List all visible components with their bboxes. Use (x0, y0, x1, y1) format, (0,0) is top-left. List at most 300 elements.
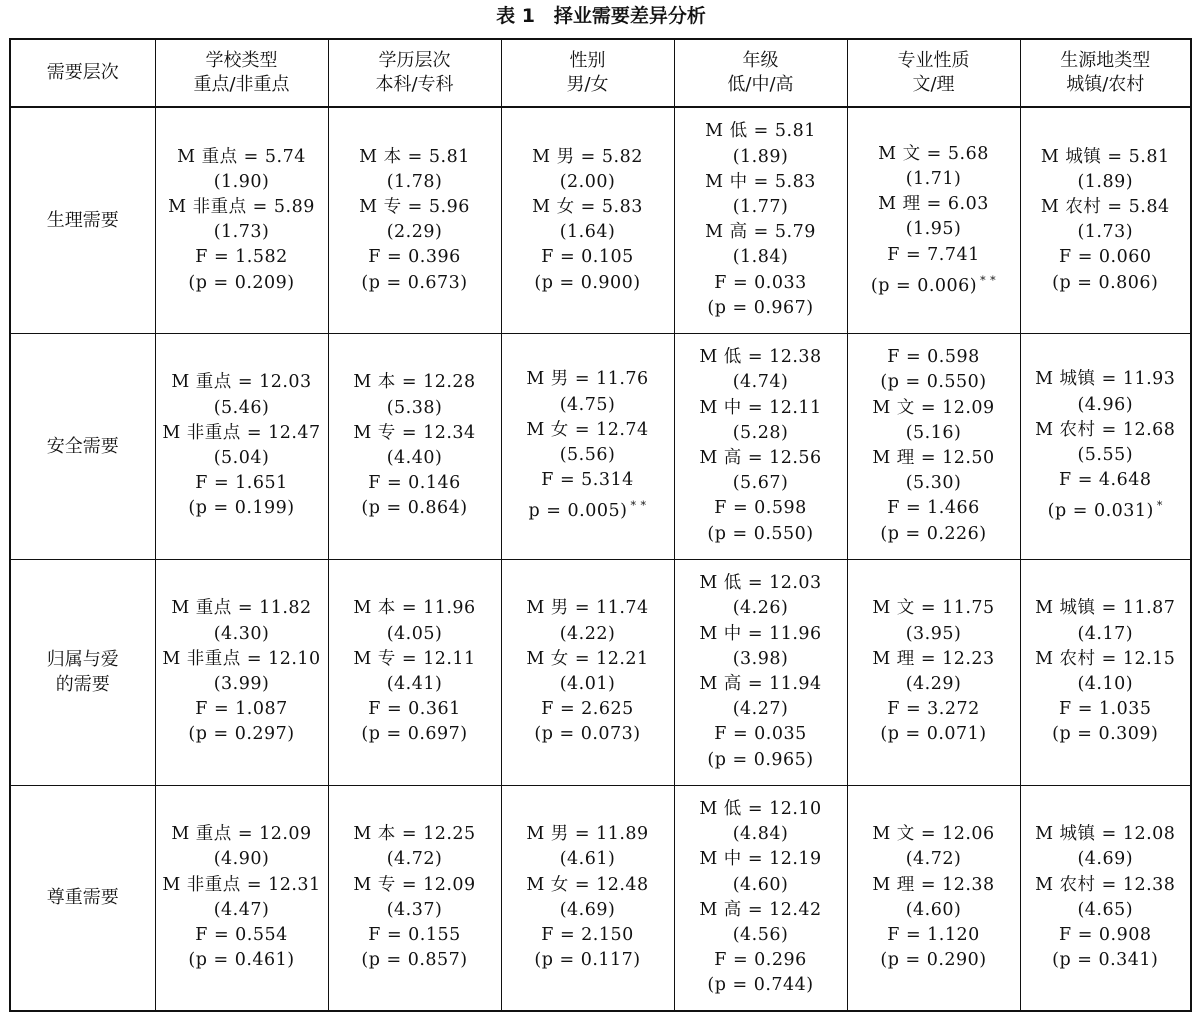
cell-value: M 非重点 = 12.31 (162, 874, 321, 895)
cell-line (502, 923, 674, 948)
cell-value: (4.69) (1077, 849, 1134, 870)
cell-line (156, 948, 328, 973)
cell-value: (4.05) (386, 623, 443, 644)
cell-line (156, 220, 328, 245)
header-text: 男/女 (566, 74, 609, 95)
cell-line (156, 471, 328, 496)
cell-value: M 理 = 12.38 (872, 874, 995, 895)
cell-grade (674, 785, 847, 1011)
cell-line (675, 898, 847, 923)
cell-line (156, 195, 328, 220)
header-text: 低/中/高 (727, 74, 794, 95)
cell-line (675, 571, 847, 596)
cell-line (502, 596, 674, 621)
cell-grade (674, 107, 847, 333)
cell-line (675, 522, 847, 547)
cell-education-level (328, 559, 501, 785)
cell-line (848, 596, 1020, 621)
cell-value: M 非重点 = 12.10 (162, 648, 321, 669)
cell-line (502, 443, 674, 468)
cell-value: M 理 = 12.50 (872, 448, 995, 468)
cell-line (1021, 873, 1191, 898)
cell-value: F = 2.150 (541, 924, 634, 945)
cell-line (502, 622, 674, 647)
cell-line (848, 522, 1020, 547)
cell-value: F = 0.598 (887, 347, 980, 368)
cell-value: F = 0.155 (368, 924, 461, 945)
cell-major-type (847, 333, 1020, 559)
cell-value: (p = 0.744) (707, 975, 814, 996)
cell-line (502, 493, 674, 524)
cell-value: M 低 = 12.10 (699, 798, 822, 819)
cell-value: M 城镇 = 11.93 (1035, 369, 1176, 390)
cell-value: (4.47) (213, 899, 270, 920)
cell-line (329, 471, 501, 496)
row-label (10, 785, 155, 1011)
cell-value: M 城镇 = 11.87 (1035, 598, 1176, 619)
cell-line (156, 245, 328, 270)
cell-value: (5.55) (1077, 445, 1134, 466)
cell-origin-type (1020, 785, 1191, 1011)
cell-line (156, 446, 328, 471)
cell-value: F = 0.908 (1058, 924, 1152, 945)
cell-line (156, 722, 328, 747)
cell-value: M 低 = 12.38 (699, 347, 822, 368)
significance-marker: * * (630, 499, 647, 513)
row-label (10, 333, 155, 559)
cell-line (1021, 393, 1191, 418)
cell-value: F = 7.741 (887, 244, 980, 265)
table-row-esteem (10, 785, 1191, 1011)
cell-value: (p = 0.006) (870, 275, 978, 296)
header-education-level (328, 39, 501, 107)
cell-value: M 中 = 12.11 (699, 397, 822, 418)
cell-line (329, 446, 501, 471)
cell-value: (1.73) (1077, 222, 1134, 243)
cell-line (329, 170, 501, 195)
cell-value: (4.29) (905, 674, 962, 694)
cell-line (675, 797, 847, 822)
cell-line (156, 873, 328, 898)
cell-value: M 中 = 11.96 (699, 623, 822, 644)
cell-gender (501, 785, 674, 1011)
header-text: 需要层次 (46, 62, 119, 83)
cell-school-type (155, 785, 328, 1011)
cell-value: (p = 0.290) (880, 950, 987, 971)
cell-value: (4.60) (732, 874, 789, 895)
cell-line (675, 220, 847, 245)
cell-value: F = 0.598 (714, 498, 807, 519)
cell-line (675, 672, 847, 697)
header-text: 学历层次 (378, 50, 451, 71)
header-major-type (847, 39, 1020, 107)
cell-line (156, 847, 328, 872)
cell-line (675, 396, 847, 421)
cell-value: (4.40) (386, 448, 443, 468)
cell-value: (2.00) (559, 171, 616, 192)
cell-line (848, 167, 1020, 192)
cell-value: (p = 0.864) (361, 498, 468, 519)
cell-major-type (847, 785, 1020, 1011)
cell-line (675, 873, 847, 898)
cell-value: M 文 = 12.06 (872, 824, 995, 845)
cell-line (1021, 195, 1191, 220)
cell-value: (3.95) (905, 623, 962, 644)
cell-value: M 农村 = 12.68 (1035, 419, 1176, 440)
cell-value: (4.17) (1077, 623, 1134, 644)
cell-value: (1.64) (559, 222, 616, 243)
cell-value: F = 0.361 (368, 699, 461, 720)
cell-value: F = 4.648 (1058, 470, 1152, 491)
cell-education-level (328, 107, 501, 333)
cell-value: M 理 = 6.03 (878, 194, 989, 215)
cell-line (502, 647, 674, 672)
cell-value: (5.04) (213, 448, 270, 468)
cell-value: M 男 = 11.89 (526, 824, 649, 845)
cell-education-level (328, 333, 501, 559)
cell-value: M 本 = 11.96 (353, 598, 476, 619)
cell-value: M 城镇 = 5.81 (1040, 146, 1170, 167)
header-text: 本科/专科 (375, 74, 454, 95)
cell-value: (p = 0.461) (188, 950, 295, 971)
cell-value: (4.72) (905, 849, 962, 870)
cell-value: (5.16) (905, 422, 962, 443)
cell-line (675, 119, 847, 144)
cell-origin-type (1020, 107, 1191, 333)
cell-value: (4.74) (732, 372, 789, 393)
cell-line (156, 596, 328, 621)
header-text: 性别 (569, 50, 606, 71)
cell-value: (p = 0.071) (880, 724, 987, 745)
cell-value: M 重点 = 11.82 (171, 598, 312, 619)
cell-line (848, 142, 1020, 167)
cell-line (848, 217, 1020, 242)
cell-line (502, 873, 674, 898)
cell-line (329, 220, 501, 245)
header-text: 重点/非重点 (193, 74, 290, 95)
header-text: 专业性质 (897, 50, 970, 71)
cell-line (329, 622, 501, 647)
cell-value: (4.30) (213, 623, 270, 644)
table-row-belonging-love (10, 559, 1191, 785)
cell-line (329, 647, 501, 672)
cell-line (675, 697, 847, 722)
cell-line (1021, 722, 1191, 747)
cell-line (156, 622, 328, 647)
cell-line (502, 697, 674, 722)
cell-value: M 男 = 11.74 (526, 598, 649, 619)
cell-line (156, 647, 328, 672)
cell-line (848, 647, 1020, 672)
cell-line (675, 296, 847, 321)
cell-line (329, 672, 501, 697)
cell-line (502, 220, 674, 245)
cell-line (1021, 923, 1191, 948)
cell-gender (501, 333, 674, 559)
cell-line (1021, 443, 1191, 468)
cell-value: F = 0.033 (714, 272, 807, 293)
cell-line (1021, 847, 1191, 872)
cell-line (329, 145, 501, 170)
cell-line (848, 847, 1020, 872)
cell-value: F = 1.651 (195, 473, 288, 494)
cell-value: (4.60) (905, 899, 962, 920)
cell-line (502, 898, 674, 923)
cell-value: (4.56) (732, 924, 789, 945)
cell-value: (1.84) (732, 247, 789, 268)
cell-value: M 农村 = 12.15 (1035, 648, 1176, 669)
cell-value: M 中 = 5.83 (705, 171, 816, 192)
row-label-text: 安全需要 (46, 435, 119, 457)
cell-value: M 城镇 = 12.08 (1035, 824, 1176, 845)
cell-line (329, 396, 501, 421)
cell-line (329, 847, 501, 872)
cell-line (1021, 596, 1191, 621)
cell-line (502, 245, 674, 270)
cell-value: (p = 0.550) (707, 523, 814, 544)
cell-line (1021, 367, 1191, 392)
cell-line (848, 873, 1020, 898)
cell-line (1021, 622, 1191, 647)
cell-value: (p = 0.199) (188, 498, 295, 519)
cell-line (675, 647, 847, 672)
cell-value: M 高 = 12.56 (699, 448, 822, 468)
cell-value: (p = 0.073) (534, 724, 641, 745)
row-label (10, 107, 155, 333)
header-grade (674, 39, 847, 107)
data-table (9, 38, 1192, 1012)
cell-value: M 非重点 = 12.47 (162, 422, 321, 443)
cell-value: p = 0.005) (528, 501, 628, 522)
cell-line (156, 923, 328, 948)
cell-line (675, 471, 847, 496)
cell-line (848, 396, 1020, 421)
cell-line (848, 243, 1020, 268)
cell-line (329, 898, 501, 923)
cell-value: (5.30) (905, 473, 962, 494)
cell-value: F = 3.272 (887, 699, 980, 720)
cell-line (1021, 647, 1191, 672)
header-school-type (155, 39, 328, 107)
cell-value: (4.90) (213, 849, 270, 870)
cell-value: F = 1.582 (195, 247, 288, 268)
cell-value: (p = 0.673) (361, 272, 468, 293)
cell-value: (4.22) (559, 623, 616, 644)
cell-value: M 高 = 11.94 (699, 674, 822, 694)
cell-value: M 非重点 = 5.89 (168, 197, 315, 218)
row-label-text: 生理需要 (46, 209, 119, 231)
cell-value: M 理 = 12.23 (872, 648, 995, 669)
cell-line (502, 847, 674, 872)
cell-value: (4.69) (559, 899, 616, 920)
cell-line (329, 822, 501, 847)
cell-line (156, 145, 328, 170)
cell-value: (5.38) (386, 397, 443, 418)
header-origin-type (1020, 39, 1191, 107)
cell-value: F = 0.554 (195, 924, 288, 945)
cell-line (848, 672, 1020, 697)
cell-line (848, 268, 1020, 299)
cell-line (502, 393, 674, 418)
row-label-text: 归属与爱 (46, 649, 119, 670)
cell-school-type (155, 333, 328, 559)
cell-value: M 女 = 12.74 (526, 419, 649, 440)
cell-value: (4.75) (559, 394, 616, 415)
cell-line (502, 672, 674, 697)
cell-value: M 女 = 5.83 (532, 197, 643, 218)
cell-line (502, 948, 674, 973)
cell-line (1021, 245, 1191, 270)
cell-line (675, 271, 847, 296)
cell-value: (p = 0.209) (188, 272, 295, 293)
cell-value: M 农村 = 5.84 (1040, 197, 1170, 218)
table-row-safety (10, 333, 1191, 559)
cell-line (329, 496, 501, 521)
cell-line (329, 722, 501, 747)
row-label (10, 559, 155, 785)
cell-line (329, 370, 501, 395)
cell-value: F = 2.625 (541, 699, 634, 720)
cell-school-type (155, 107, 328, 333)
cell-line (502, 822, 674, 847)
cell-line (156, 822, 328, 847)
cell-value: M 文 = 11.75 (872, 598, 995, 619)
cell-line (1021, 898, 1191, 923)
cell-line (329, 245, 501, 270)
cell-value: (1.77) (732, 197, 789, 218)
cell-line (1021, 145, 1191, 170)
cell-value: M 文 = 12.09 (872, 397, 995, 418)
header-text: 年级 (742, 50, 779, 71)
cell-value: (4.61) (559, 849, 616, 870)
cell-line (848, 948, 1020, 973)
cell-value: F = 1.120 (887, 924, 980, 945)
header-need-level (10, 39, 155, 107)
cell-line (1021, 271, 1191, 296)
cell-value: M 本 = 12.28 (353, 372, 476, 393)
cell-value: (3.98) (732, 648, 789, 669)
cell-origin-type (1020, 333, 1191, 559)
cell-value: (1.89) (732, 146, 789, 167)
cell-value: (p = 0.341) (1052, 950, 1159, 971)
header-text: 生源地类型 (1060, 50, 1151, 71)
cell-gender (501, 107, 674, 333)
cell-value: (p = 0.226) (880, 523, 987, 544)
cell-line (156, 271, 328, 296)
table-header (10, 39, 1191, 107)
cell-line (329, 195, 501, 220)
cell-value: F = 1.035 (1058, 699, 1152, 720)
cell-value: M 专 = 12.11 (353, 648, 476, 669)
cell-value: (p = 0.857) (361, 950, 468, 971)
cell-value: M 高 = 5.79 (705, 222, 816, 243)
cell-line (675, 847, 847, 872)
cell-value: M 重点 = 12.09 (171, 824, 312, 845)
significance-marker: * * (980, 273, 997, 287)
cell-value: (4.10) (1077, 674, 1134, 694)
significance-marker: * (1156, 499, 1163, 513)
row-label-text: 的需要 (55, 674, 110, 695)
cell-education-level (328, 785, 501, 1011)
cell-line (848, 192, 1020, 217)
cell-value: (5.56) (559, 445, 616, 466)
cell-value: M 重点 = 12.03 (171, 372, 312, 393)
cell-value: M 男 = 5.82 (532, 146, 643, 167)
cell-line (329, 596, 501, 621)
cell-line (156, 898, 328, 923)
cell-line (1021, 697, 1191, 722)
cell-line (1021, 468, 1191, 493)
cell-line (675, 596, 847, 621)
cell-line (502, 145, 674, 170)
cell-line (675, 973, 847, 998)
cell-grade (674, 333, 847, 559)
cell-value: (3.99) (213, 674, 270, 694)
cell-line (848, 622, 1020, 647)
cell-value: (4.01) (559, 674, 616, 694)
cell-line (156, 421, 328, 446)
cell-value: (5.46) (213, 397, 270, 418)
cell-line (848, 471, 1020, 496)
cell-line (156, 697, 328, 722)
table-body (10, 107, 1191, 1011)
cell-value: M 男 = 11.76 (526, 369, 649, 390)
cell-line (675, 345, 847, 370)
cell-value: F = 0.060 (1058, 247, 1152, 268)
cell-value: (1.71) (905, 168, 962, 189)
cell-value: (1.90) (213, 171, 270, 192)
cell-line (848, 898, 1020, 923)
cell-value: M 专 = 5.96 (359, 197, 470, 218)
cell-line (329, 697, 501, 722)
header-text: 文/理 (912, 74, 955, 95)
header-text: 学校类型 (205, 50, 278, 71)
cell-line (848, 722, 1020, 747)
cell-value: (p = 0.967) (707, 297, 814, 318)
cell-line (675, 245, 847, 270)
cell-value: M 文 = 5.68 (878, 143, 989, 164)
cell-value: F = 0.396 (368, 247, 461, 268)
cell-line (848, 697, 1020, 722)
cell-major-type (847, 107, 1020, 333)
cell-value: F = 0.296 (714, 950, 807, 971)
cell-value: (p = 0.309) (1052, 724, 1159, 745)
cell-line (848, 822, 1020, 847)
cell-value: (1.78) (386, 171, 443, 192)
cell-line (675, 748, 847, 773)
cell-value: (p = 0.117) (534, 950, 641, 971)
cell-value: (1.89) (1077, 171, 1134, 192)
cell-value: M 专 = 12.09 (353, 874, 476, 895)
cell-value: F = 1.466 (887, 498, 980, 519)
cell-value: (p = 0.697) (361, 724, 468, 745)
cell-line (329, 948, 501, 973)
cell-line (156, 496, 328, 521)
cell-line (156, 396, 328, 421)
cell-line (675, 822, 847, 847)
cell-line (848, 446, 1020, 471)
cell-value: (1.73) (213, 222, 270, 243)
header-gender (501, 39, 674, 107)
cell-line (848, 345, 1020, 370)
cell-line (502, 271, 674, 296)
cell-value: M 高 = 12.42 (699, 899, 822, 920)
cell-grade (674, 559, 847, 785)
cell-line (675, 923, 847, 948)
cell-line (1021, 220, 1191, 245)
cell-value: (p = 0.900) (534, 272, 641, 293)
cell-value: F = 5.314 (541, 470, 634, 491)
